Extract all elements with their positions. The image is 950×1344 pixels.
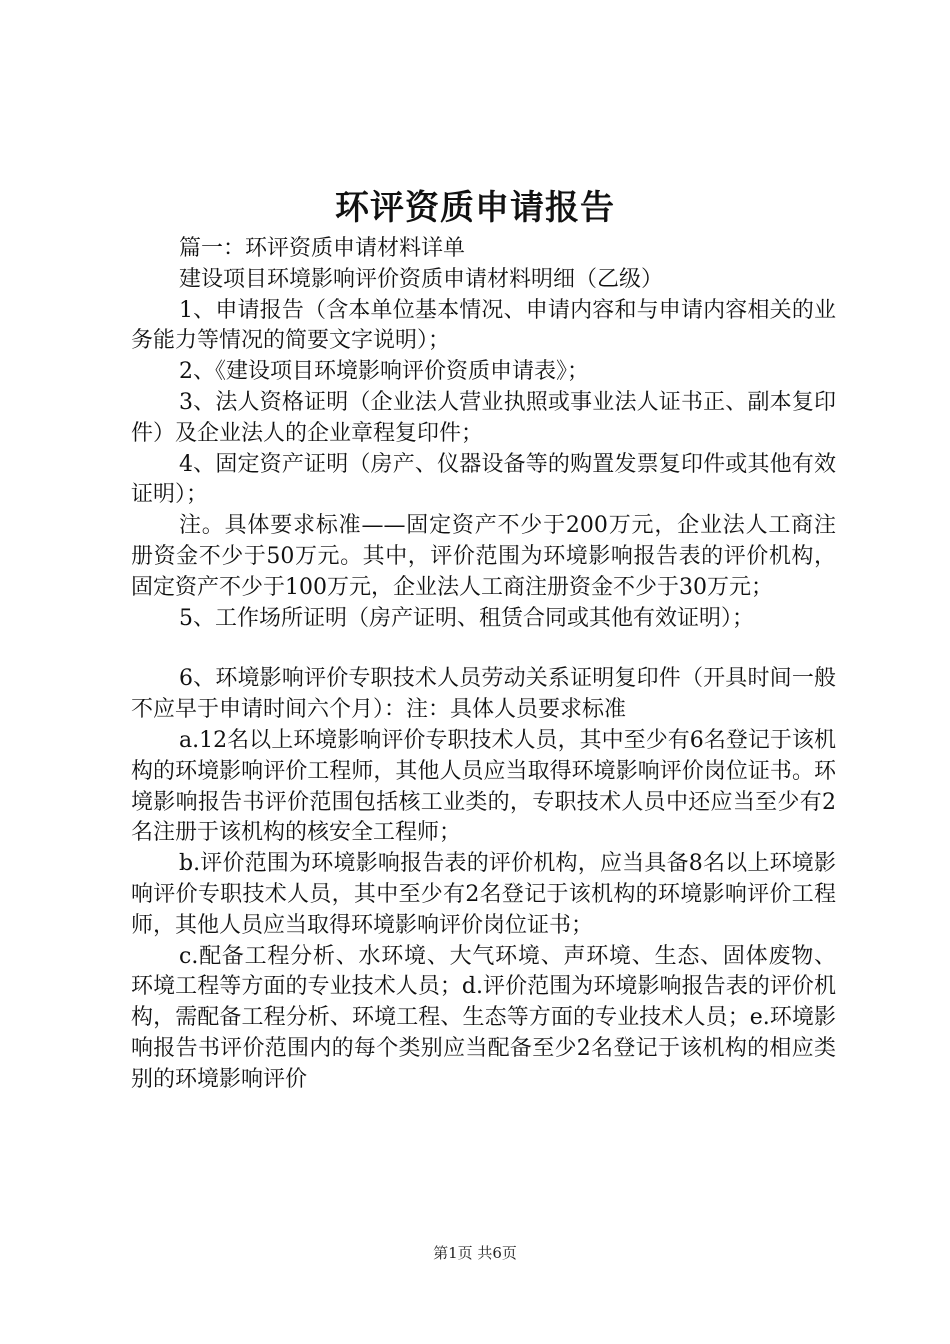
paragraph-requirement-b: b.评价范围为环境影响报告表的评价机构，应当具备8名以上环境影响评价专职技术人员，其中至少有2名登记于该机构的环境影响评价工程师，其他人员应当取得环境影响评价岗位证书； bbox=[131, 851, 836, 938]
paragraph-section-heading: 篇一：环评资质申请材料详单 bbox=[179, 236, 466, 261]
paragraph-requirement-a: a.12名以上环境影响评价专职技术人员，其中至少有6名登记于该机构的环境影响评价工程师，其他人员应当取得环境影响评价岗位证书。环境影响报告书评价范围包括核工业类的，专职技术人员中还应当至少有2名注册于该机构的核安全工程师； bbox=[131, 727, 836, 846]
paragraph-materials-title: 建设项目环境影响评价资质申请材料明细（乙级） bbox=[179, 266, 664, 292]
paragraph-item-4: 4、固定资产证明（房产、仪器设备等的购置发票复印件或其他有效证明）； bbox=[131, 451, 836, 508]
paragraph-note-assets: 注。具体要求标准——固定资产不少于200万元，企业法人工商注册资金不少于50万元。其中，评价范围为环境影响报告表的评价机构，固定资产不少于100万元，企业法人工商注册资金不少于30万元； bbox=[131, 513, 836, 600]
paragraph-item-6: 6、环境影响评价专职技术人员劳动关系证明复印件（开具时间一般不应早于申请时间六个月）：注：具体人员要求标准 bbox=[131, 666, 836, 723]
paragraph-item-1: 1、申请报告（含本单位基本情况、申请内容和与申请内容相关的业务能力等情况的简要文字说明）； bbox=[131, 297, 836, 354]
paragraph-requirement-c-e: c.配备工程分析、水环境、大气环境、声环境、生态、固体废物、环境工程等方面的专业技术人员；d.评价范围为环境影响报告表的评价机构，需配备工程分析、环境工程、生态等方面的专业技术人员；e.环境影响报告书评价范围内的每个类别应当配备至少2名登记于该机构的相应类别的环境影响评价 bbox=[131, 943, 836, 1092]
document-body bbox=[131, 234, 836, 1096]
paragraph-item-5: 5、工作场所证明（房产证明、租赁合同或其他有效证明）； bbox=[179, 605, 754, 631]
paragraph-spacer bbox=[131, 634, 836, 664]
paragraph-item-2: 2、《建设项目环境影响评价资质申请表》； bbox=[179, 359, 589, 385]
paragraph-item-3: 3、法人资格证明（企业法人营业执照或事业法人证书正、副本复印件）及企业法人的企业章程复印件； bbox=[131, 389, 836, 446]
document-title: 环评资质申请报告 bbox=[335, 188, 615, 228]
page-number-footer: 第1页 共6页 bbox=[433, 1244, 517, 1262]
